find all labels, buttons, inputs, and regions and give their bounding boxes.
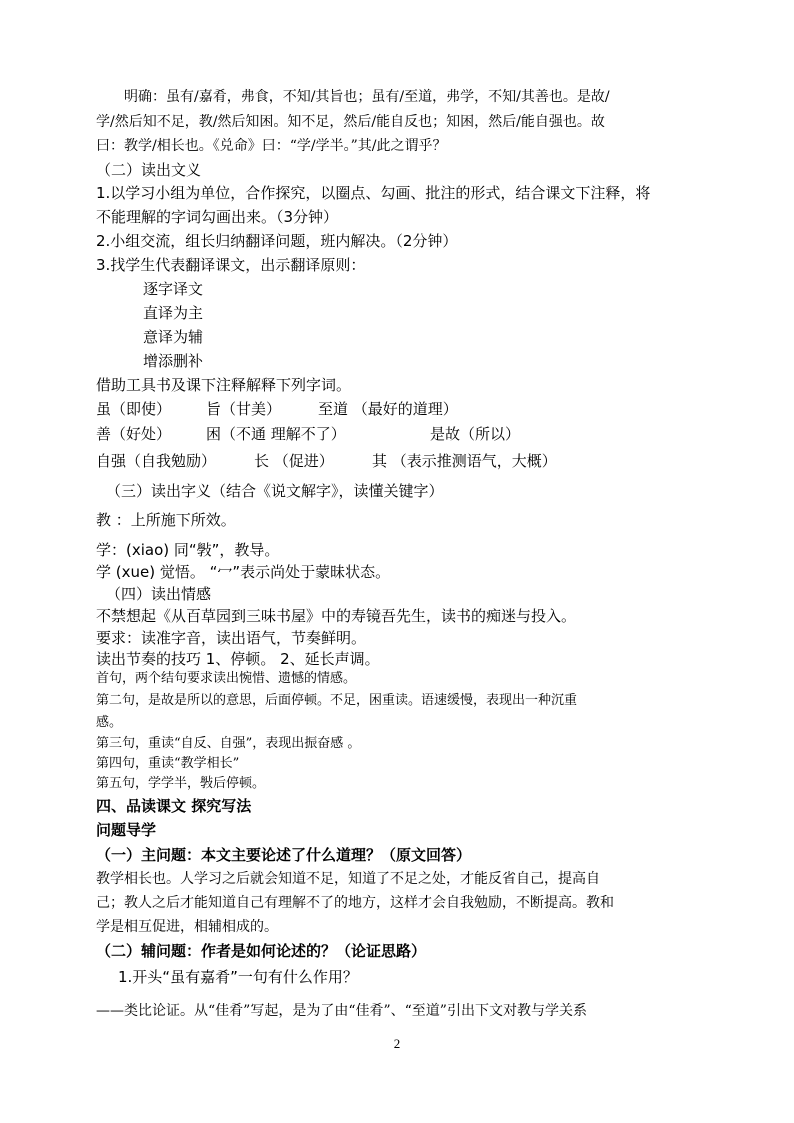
sentence-note-4: 第四句，重读“教学相长” — [96, 756, 240, 771]
answer-line-3: 曰：教学/相长也。《兑命》曰：“学/学半。”其/此之谓乎？ — [96, 138, 447, 154]
vocab-item: 虽（即使） — [96, 400, 172, 418]
principle-1: 逐字译文 — [143, 280, 204, 298]
vocab-item: 自强（自我勉励） — [96, 452, 217, 470]
answer-line-2: 学/然后知不足，教/然后知困。知不足，然后/能自反也；知困，然后/能自强也。故 — [96, 114, 605, 130]
sentence-note-5: 第五句，学学半，斅后停顿。 — [96, 776, 266, 791]
emotion-line: 不禁想起《从百草园到三味书屋》中的寿镜吾先生，读书的痴迷与投入。 — [96, 607, 577, 625]
sub-question-item-1: 1.开头“虽有嘉肴”一句有什么作用？ — [118, 968, 358, 986]
sub-answer-line-1: ——类比论证。从“佳肴”写起，是为了由“佳肴”、“至道”引出下文对教与学关系 — [96, 1003, 587, 1019]
vocab-intro: 借助工具书及课下注释解释下列字词。 — [96, 376, 352, 394]
step-1-line-2: 不能理解的字词勾画出来。（3分钟） — [96, 208, 339, 226]
page-number: 2 — [393, 1036, 401, 1051]
part-4-heading: 四、品读课文 探究写法 — [96, 797, 252, 815]
vocab-item: 困（不通 理解不了） — [206, 425, 346, 443]
sentence-note-2: 第二句，是故是所以的意思，后面停顿。不足，困重读。语速缓慢，表现出一种沉重 — [96, 693, 578, 708]
principle-4: 增添删补 — [143, 352, 204, 370]
char-jiao: 教 ：上所施下所效。 — [96, 511, 236, 529]
section-heading-3: （三）读出字义（结合《说文解字》，读懂关键字） — [106, 482, 444, 500]
answer-line-1: 明确：虽有/嘉肴，弗食，不知/其旨也；虽有/至道，弗学，不知/其善也。是故/ — [124, 89, 610, 105]
char-xue-2: 学 (xue) 觉悟。 “冖”表示尚处于蒙昧状态。 — [96, 563, 391, 581]
requirement-line: 要求：读准字音，读出语气，节奏鲜明。 — [96, 629, 367, 647]
vocab-item: 善（好处） — [96, 425, 172, 443]
vocab-item: 长 （促进） — [254, 452, 334, 470]
step-1-line-1: 1.以学习小组为单位，合作探究，以圈点、勾画、批注的形式，结合课文下注释，将 — [96, 184, 651, 202]
vocab-item: 旨（甘美） — [206, 400, 282, 418]
vocab-item: 至道 （最好的道理） — [318, 400, 458, 418]
main-question: （一）主问题：本文主要论述了什么道理？（原文回答） — [96, 846, 472, 864]
main-answer-line-1: 教学相长也。人学习之后就会知道不足，知道了不足之处，才能反省自己，提高自 — [96, 871, 600, 887]
main-answer-line-2: 己；教人之后才能知道自己有理解不了的地方，这样才会自我勉励，不断提高。教和 — [96, 895, 614, 911]
rhythm-tips: 读出节奏的技巧 1、停顿。 2、延长声调。 — [96, 650, 380, 668]
sub-question: （二）辅问题：作者是如何论述的？（论证思路） — [96, 942, 427, 960]
char-xue-1: 学：(xiao) 同“斅”，教导。 — [96, 541, 280, 559]
sentence-note-3: 第三句，重读“自反、自强”，表现出振奋感 。 — [96, 736, 361, 751]
vocab-item: 其 （表示推测语气，大概） — [372, 452, 557, 470]
principle-2: 直译为主 — [143, 304, 204, 322]
principle-3: 意译为辅 — [143, 328, 204, 346]
step-3: 3.找学生代表翻译课文，出示翻译原则： — [96, 256, 366, 274]
section-heading-4: （四）读出情感 — [106, 585, 212, 603]
sentence-note-2-cont: 感。 — [96, 715, 123, 730]
section-heading-2: （二）读出文义 — [96, 161, 202, 179]
sentence-note-1: 首句，两个结句要求读出惋惜、遗憾的情感。 — [96, 671, 357, 686]
guided-questions-heading: 问题导学 — [96, 821, 157, 839]
step-2: 2.小组交流，组长归纳翻译问题，班内解决。（2分钟） — [96, 232, 458, 250]
vocab-item: 是故（所以） — [430, 425, 521, 443]
main-answer-line-3: 学是相互促进，相辅相成的。 — [96, 919, 278, 935]
